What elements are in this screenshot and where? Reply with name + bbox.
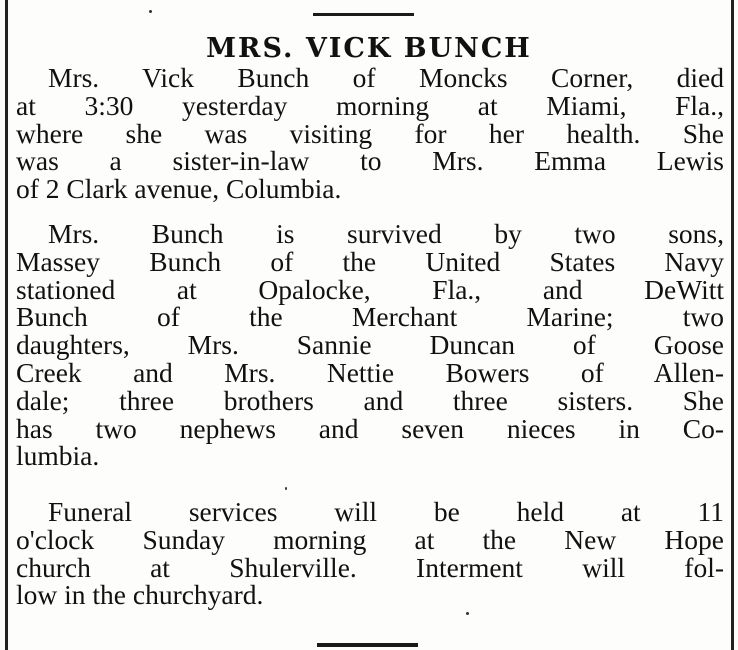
text-line: Massey Bunch of the United States Navy xyxy=(16,245,724,277)
text-line: at 3:30 yesterday morning at Miami, Fla., xyxy=(16,89,724,121)
bottom-separator-rule xyxy=(317,643,418,647)
column-rule-right xyxy=(731,0,734,650)
text-line: low in the churchyard. xyxy=(16,579,264,611)
text-line: was a sister-in-law to Mrs. Emma Lewis xyxy=(16,145,724,177)
top-separator-rule xyxy=(313,13,414,16)
text-line: Bunch of the Merchant Marine; two xyxy=(16,301,724,333)
text-line: Mrs. Bunch is survived by two sons, xyxy=(48,218,724,249)
text-line: Mrs. Vick Bunch of Moncks Corner, died xyxy=(48,62,724,93)
column-rule-left xyxy=(5,0,8,650)
paragraph-2 xyxy=(16,220,724,470)
paragraph-3 xyxy=(16,498,724,609)
text-line: daughters, Mrs. Sannie Duncan of Goose xyxy=(16,329,724,361)
obituary-headline: MRS. VICK BUNCH xyxy=(206,33,532,64)
text-line: Funeral services will be held at 11 xyxy=(48,496,724,527)
text-line: has two nephews and seven nieces in Co- xyxy=(16,412,724,444)
text-line: stationed at Opalocke, Fla., and DeWitt xyxy=(16,273,724,305)
text-line: where she was visiting for her health. She xyxy=(16,117,724,149)
text-line: o'clock Sunday morning at the New Hope xyxy=(16,523,724,555)
text-line: Creek and Mrs. Nettie Bowers of Allen- xyxy=(16,356,724,388)
text-line: church at Shulerville. Interment will fol- xyxy=(16,551,724,583)
text-line: dale; three brothers and three sisters. She xyxy=(16,384,724,416)
text-line: lumbia. xyxy=(16,440,100,472)
print-speck xyxy=(149,10,152,13)
print-speck xyxy=(466,612,469,615)
paragraph-1 xyxy=(16,64,724,203)
print-speck xyxy=(285,487,287,490)
text-line: of 2 Clark avenue, Columbia. xyxy=(16,173,342,205)
